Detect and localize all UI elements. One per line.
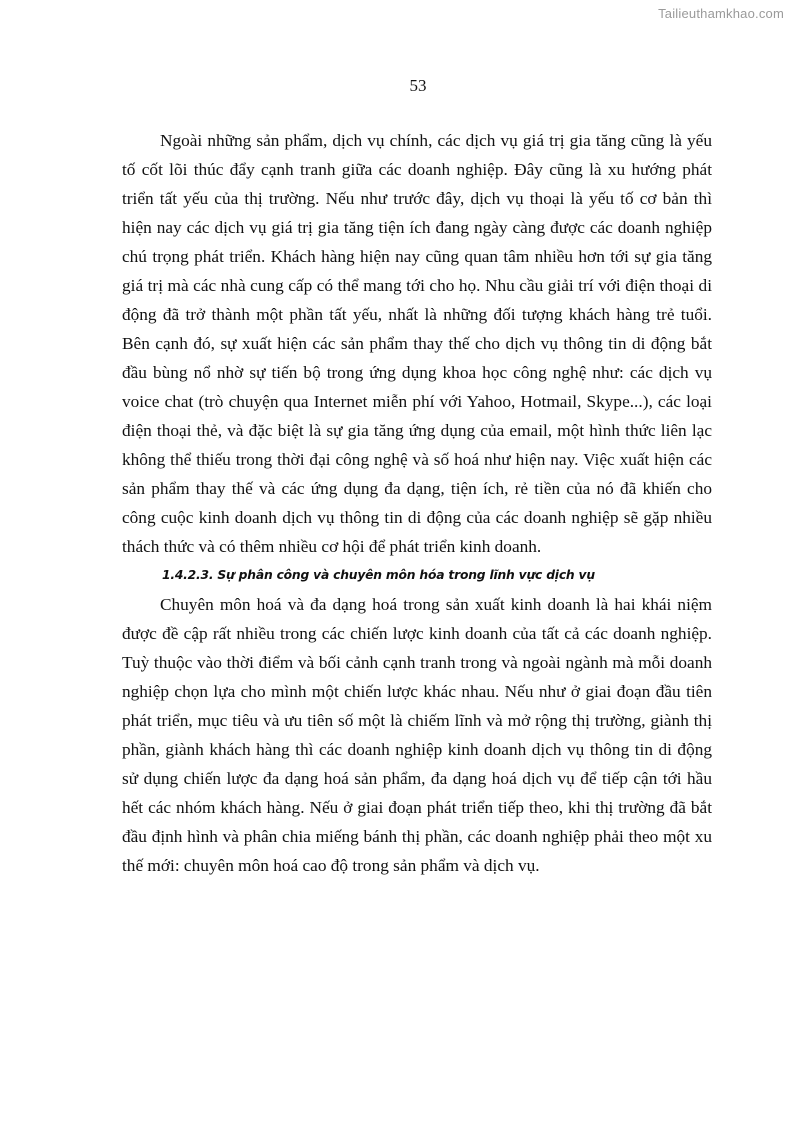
page-number: 53 <box>409 76 427 95</box>
watermark: Tailieuthamkhao.com <box>658 6 784 21</box>
body-paragraph-1: Ngoài những sản phẩm, dịch vụ chính, các dịch vụ giá trị gia tăng cũng là yếu tố cốt lõi thúc đẩy cạnh tranh giữa các doanh nghiệp. Đây cũng là xu hướng phát triển tất yếu của thị trường. Nếu như trước đây, dịch vụ thoại là yếu tố cơ bản thì hiện nay các dịch vụ giá trị gia tăng tiện ích đang ngày càng được các doanh nghiệp chú trọng phát triển. Khách hàng hiện nay cũng quan tâm nhiều hơn tới sự gia tăng giá trị mà các nhà cung cấp có thể mang tới cho họ. Nhu cầu giải trí với điện thoại di động đã trở thành một phần tất yếu, nhất là những đối tượng khách hàng trẻ tuổi. Bên cạnh đó, sự xuất hiện các sản phẩm thay thế cho dịch vụ thông tin di động bắt đầu bùng nổ nhờ sự tiến bộ trong ứng dụng khoa học công nghệ như: các dịch vụ voice chat (trò chuyện qua Internet miễn phí với Yahoo, Hotmail, Skype...), các loại điện thoại thẻ, và đặc biệt là sự gia tăng ứng dụng của email, một hình thức liên lạc không thể thiếu trong thời đại công nghệ và số hoá như hiện nay. Việc xuất hiện các sản phẩm thay thế và các ứng dụng đa dạng, tiện ích, rẻ tiền của nó đã khiến cho công cuộc kinh doanh dịch vụ thông tin di động của các doanh nghiệp sẽ gặp nhiều thách thức và có thêm nhiều cơ hội để phát triển kinh doanh. <box>122 131 712 556</box>
document-body <box>122 126 712 880</box>
body-paragraph-2: Chuyên môn hoá và đa dạng hoá trong sản xuất kinh doanh là hai khái niệm được đề cập rất nhiều trong các chiến lược kinh doanh của tất cả các doanh nghiệp. Tuỳ thuộc vào thời điểm và bối cảnh cạnh tranh trong và ngoài ngành mà mỗi doanh nghiệp chọn lựa cho mình một chiến lược khác nhau. Nếu như ở giai đoạn đầu tiên phát triển, mục tiêu và ưu tiên số một là chiếm lĩnh và mở rộng thị trường, giành thị phần, giành khách hàng thì các doanh nghiệp kinh doanh dịch vụ thông tin di động sử dụng chiến lược đa dạng hoá sản phẩm, đa dạng hoá dịch vụ để tiếp cận tới hầu hết các nhóm khách hàng. Nếu ở giai đoạn phát triển tiếp theo, khi thị trường đã bắt đầu định hình và phân chia miếng bánh thị phần, các doanh nghiệp phải theo một xu thế mới: chuyên môn hoá cao độ trong sản phẩm và dịch vụ. <box>122 595 712 875</box>
section-heading: 1.4.2.3. Sự phân công và chuyên môn hóa trong lĩnh vực dịch vụ <box>162 568 595 582</box>
